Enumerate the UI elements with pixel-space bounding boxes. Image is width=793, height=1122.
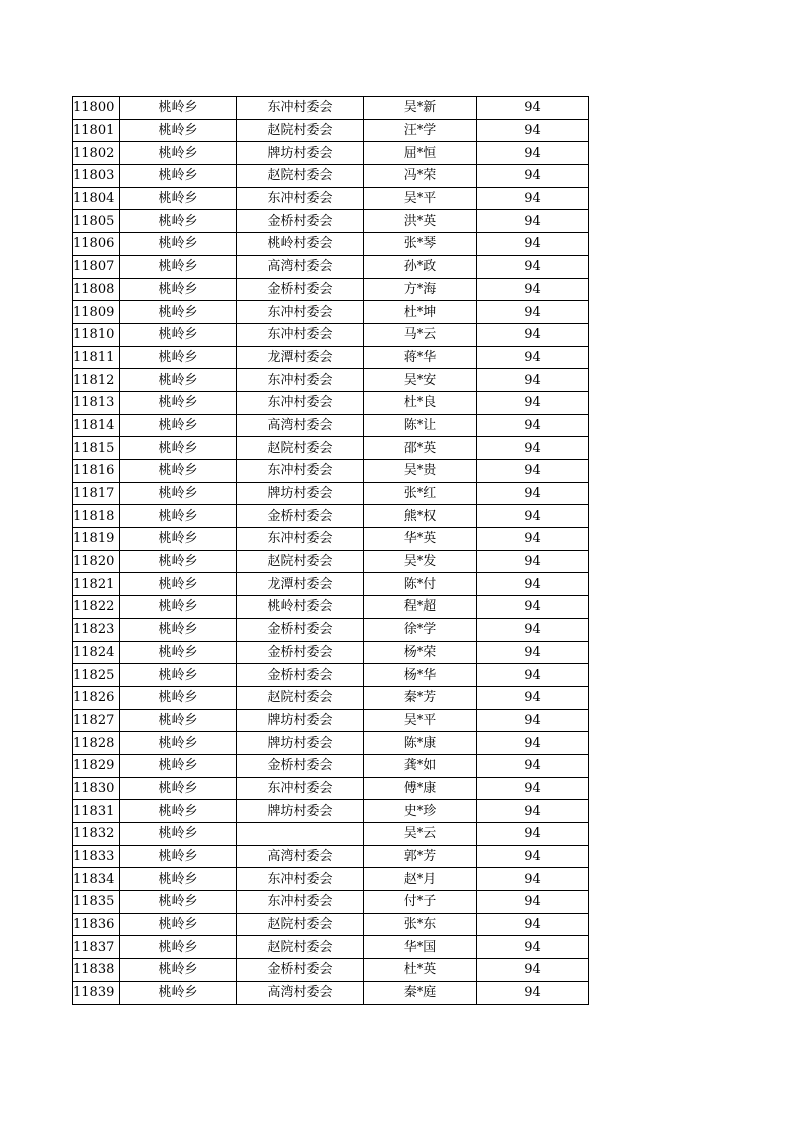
village-committee-cell: 金桥村委会: [237, 618, 364, 641]
village-committee-cell: 牌坊村委会: [237, 482, 364, 505]
value-cell: 94: [477, 732, 589, 755]
record-id-cell: 11831: [73, 800, 120, 823]
value-cell: 94: [477, 596, 589, 619]
township-cell: 桃岭乡: [120, 346, 237, 369]
record-id-cell: 11802: [73, 142, 120, 165]
person-name-cell: 陈*付: [364, 573, 477, 596]
record-id-cell: 11822: [73, 596, 120, 619]
value-cell: 94: [477, 165, 589, 188]
village-committee-cell: 牌坊村委会: [237, 800, 364, 823]
village-committee-cell: 金桥村委会: [237, 641, 364, 664]
records-table-body: [73, 97, 589, 1005]
record-id-cell: 11810: [73, 323, 120, 346]
value-cell: 94: [477, 187, 589, 210]
record-id-cell: 11809: [73, 301, 120, 324]
township-cell: 桃岭乡: [120, 823, 237, 846]
township-cell: 桃岭乡: [120, 301, 237, 324]
table-row: [73, 754, 589, 777]
table-row: [73, 278, 589, 301]
township-cell: 桃岭乡: [120, 97, 237, 120]
table-row: [73, 777, 589, 800]
table-row: [73, 301, 589, 324]
record-id-cell: 11814: [73, 414, 120, 437]
value-cell: 94: [477, 573, 589, 596]
record-id-cell: 11819: [73, 528, 120, 551]
value-cell: 94: [477, 891, 589, 914]
person-name-cell: 程*超: [364, 596, 477, 619]
table-row: [73, 255, 589, 278]
table-row: [73, 550, 589, 573]
township-cell: 桃岭乡: [120, 165, 237, 188]
township-cell: 桃岭乡: [120, 709, 237, 732]
person-name-cell: 吴*发: [364, 550, 477, 573]
value-cell: 94: [477, 641, 589, 664]
table-row: [73, 823, 589, 846]
record-id-cell: 11817: [73, 482, 120, 505]
table-row: [73, 800, 589, 823]
person-name-cell: 马*云: [364, 323, 477, 346]
township-cell: 桃岭乡: [120, 528, 237, 551]
record-id-cell: 11835: [73, 891, 120, 914]
table-row: [73, 460, 589, 483]
person-name-cell: 吴*贵: [364, 460, 477, 483]
township-cell: 桃岭乡: [120, 618, 237, 641]
value-cell: 94: [477, 754, 589, 777]
village-committee-cell: 赵院村委会: [237, 686, 364, 709]
table-row: [73, 596, 589, 619]
township-cell: 桃岭乡: [120, 482, 237, 505]
value-cell: 94: [477, 664, 589, 687]
record-id-cell: 11828: [73, 732, 120, 755]
table-row: [73, 505, 589, 528]
record-id-cell: 11818: [73, 505, 120, 528]
village-committee-cell: 东冲村委会: [237, 391, 364, 414]
record-id-cell: 11801: [73, 119, 120, 142]
record-id-cell: 11806: [73, 233, 120, 256]
township-cell: 桃岭乡: [120, 550, 237, 573]
table-row: [73, 142, 589, 165]
table-row: [73, 346, 589, 369]
village-committee-cell: 高湾村委会: [237, 845, 364, 868]
township-cell: 桃岭乡: [120, 391, 237, 414]
township-cell: 桃岭乡: [120, 913, 237, 936]
township-cell: 桃岭乡: [120, 278, 237, 301]
value-cell: 94: [477, 233, 589, 256]
village-committee-cell: 高湾村委会: [237, 255, 364, 278]
table-row: [73, 732, 589, 755]
table-row: [73, 482, 589, 505]
township-cell: 桃岭乡: [120, 800, 237, 823]
record-id-cell: 11803: [73, 165, 120, 188]
table-row: [73, 210, 589, 233]
village-committee-cell: 桃岭村委会: [237, 596, 364, 619]
value-cell: 94: [477, 301, 589, 324]
record-id-cell: 11811: [73, 346, 120, 369]
township-cell: 桃岭乡: [120, 505, 237, 528]
village-committee-cell: 东冲村委会: [237, 323, 364, 346]
person-name-cell: 杨*华: [364, 664, 477, 687]
record-id-cell: 11816: [73, 460, 120, 483]
township-cell: 桃岭乡: [120, 686, 237, 709]
township-cell: 桃岭乡: [120, 845, 237, 868]
value-cell: 94: [477, 210, 589, 233]
person-name-cell: 吴*云: [364, 823, 477, 846]
township-cell: 桃岭乡: [120, 664, 237, 687]
value-cell: 94: [477, 800, 589, 823]
village-committee-cell: 牌坊村委会: [237, 709, 364, 732]
record-id-cell: 11823: [73, 618, 120, 641]
person-name-cell: 方*海: [364, 278, 477, 301]
township-cell: 桃岭乡: [120, 460, 237, 483]
value-cell: 94: [477, 97, 589, 120]
township-cell: 桃岭乡: [120, 323, 237, 346]
record-id-cell: 11821: [73, 573, 120, 596]
person-name-cell: 傅*康: [364, 777, 477, 800]
village-committee-cell: 金桥村委会: [237, 754, 364, 777]
person-name-cell: 秦*芳: [364, 686, 477, 709]
person-name-cell: 吴*平: [364, 187, 477, 210]
record-id-cell: 11839: [73, 981, 120, 1004]
value-cell: 94: [477, 550, 589, 573]
value-cell: 94: [477, 528, 589, 551]
person-name-cell: 杜*坤: [364, 301, 477, 324]
value-cell: 94: [477, 868, 589, 891]
township-cell: 桃岭乡: [120, 596, 237, 619]
village-committee-cell: 牌坊村委会: [237, 732, 364, 755]
person-name-cell: 陈*康: [364, 732, 477, 755]
value-cell: 94: [477, 981, 589, 1004]
value-cell: 94: [477, 437, 589, 460]
value-cell: 94: [477, 823, 589, 846]
value-cell: 94: [477, 369, 589, 392]
person-name-cell: 吴*平: [364, 709, 477, 732]
table-row: [73, 528, 589, 551]
value-cell: 94: [477, 278, 589, 301]
table-row: [73, 233, 589, 256]
record-id-cell: 11830: [73, 777, 120, 800]
person-name-cell: 付*子: [364, 891, 477, 914]
table-row: [73, 664, 589, 687]
record-id-cell: 11838: [73, 959, 120, 982]
record-id-cell: 11825: [73, 664, 120, 687]
record-id-cell: 11812: [73, 369, 120, 392]
township-cell: 桃岭乡: [120, 732, 237, 755]
value-cell: 94: [477, 505, 589, 528]
value-cell: 94: [477, 777, 589, 800]
person-name-cell: 秦*庭: [364, 981, 477, 1004]
table-row: [73, 618, 589, 641]
table-row: [73, 981, 589, 1004]
person-name-cell: 赵*月: [364, 868, 477, 891]
township-cell: 桃岭乡: [120, 255, 237, 278]
table-row: [73, 709, 589, 732]
person-name-cell: 张*东: [364, 913, 477, 936]
township-cell: 桃岭乡: [120, 573, 237, 596]
person-name-cell: 张*琴: [364, 233, 477, 256]
township-cell: 桃岭乡: [120, 142, 237, 165]
person-name-cell: 孙*政: [364, 255, 477, 278]
village-committee-cell: 高湾村委会: [237, 981, 364, 1004]
person-name-cell: 张*红: [364, 482, 477, 505]
township-cell: 桃岭乡: [120, 233, 237, 256]
village-committee-cell: 东冲村委会: [237, 97, 364, 120]
person-name-cell: 史*珍: [364, 800, 477, 823]
person-name-cell: 陈*让: [364, 414, 477, 437]
person-name-cell: 杜*良: [364, 391, 477, 414]
record-id-cell: 11826: [73, 686, 120, 709]
table-row: [73, 97, 589, 120]
table-row: [73, 323, 589, 346]
table-row: [73, 414, 589, 437]
table-row: [73, 913, 589, 936]
village-committee-cell: 赵院村委会: [237, 165, 364, 188]
person-name-cell: 熊*权: [364, 505, 477, 528]
person-name-cell: 蒋*华: [364, 346, 477, 369]
table-row: [73, 573, 589, 596]
township-cell: 桃岭乡: [120, 369, 237, 392]
value-cell: 94: [477, 323, 589, 346]
village-committee-cell: 金桥村委会: [237, 278, 364, 301]
records-table: [72, 96, 589, 1005]
village-committee-cell: 东冲村委会: [237, 369, 364, 392]
village-committee-cell: 金桥村委会: [237, 505, 364, 528]
village-committee-cell: 龙潭村委会: [237, 573, 364, 596]
value-cell: 94: [477, 618, 589, 641]
table-row: [73, 165, 589, 188]
table-row: [73, 641, 589, 664]
value-cell: 94: [477, 414, 589, 437]
table-row: [73, 686, 589, 709]
record-id-cell: 11829: [73, 754, 120, 777]
village-committee-cell: 金桥村委会: [237, 210, 364, 233]
record-id-cell: 11805: [73, 210, 120, 233]
person-name-cell: 汪*学: [364, 119, 477, 142]
person-name-cell: 屈*恒: [364, 142, 477, 165]
village-committee-cell: 牌坊村委会: [237, 142, 364, 165]
person-name-cell: 杨*荣: [364, 641, 477, 664]
person-name-cell: 徐*学: [364, 618, 477, 641]
township-cell: 桃岭乡: [120, 414, 237, 437]
village-committee-cell: 龙潭村委会: [237, 346, 364, 369]
person-name-cell: 郭*芳: [364, 845, 477, 868]
value-cell: 94: [477, 845, 589, 868]
township-cell: 桃岭乡: [120, 754, 237, 777]
record-id-cell: 11834: [73, 868, 120, 891]
village-committee-cell: 东冲村委会: [237, 777, 364, 800]
record-id-cell: 11808: [73, 278, 120, 301]
township-cell: 桃岭乡: [120, 187, 237, 210]
value-cell: 94: [477, 255, 589, 278]
village-committee-cell: 赵院村委会: [237, 913, 364, 936]
person-name-cell: 华*英: [364, 528, 477, 551]
table-row: [73, 187, 589, 210]
record-id-cell: 11824: [73, 641, 120, 664]
township-cell: 桃岭乡: [120, 868, 237, 891]
record-id-cell: 11827: [73, 709, 120, 732]
value-cell: 94: [477, 346, 589, 369]
value-cell: 94: [477, 142, 589, 165]
person-name-cell: 龚*如: [364, 754, 477, 777]
village-committee-cell: 东冲村委会: [237, 187, 364, 210]
record-id-cell: 11807: [73, 255, 120, 278]
table-row: [73, 936, 589, 959]
village-committee-cell: 东冲村委会: [237, 460, 364, 483]
value-cell: 94: [477, 391, 589, 414]
township-cell: 桃岭乡: [120, 959, 237, 982]
record-id-cell: 11837: [73, 936, 120, 959]
person-name-cell: 冯*荣: [364, 165, 477, 188]
record-id-cell: 11820: [73, 550, 120, 573]
record-id-cell: 11832: [73, 823, 120, 846]
value-cell: 94: [477, 482, 589, 505]
table-row: [73, 868, 589, 891]
village-committee-cell: 东冲村委会: [237, 301, 364, 324]
village-committee-cell: 高湾村委会: [237, 414, 364, 437]
record-id-cell: 11813: [73, 391, 120, 414]
township-cell: 桃岭乡: [120, 437, 237, 460]
table-row: [73, 391, 589, 414]
value-cell: 94: [477, 709, 589, 732]
village-committee-cell: 东冲村委会: [237, 528, 364, 551]
table-row: [73, 369, 589, 392]
township-cell: 桃岭乡: [120, 891, 237, 914]
village-committee-cell: 赵院村委会: [237, 119, 364, 142]
village-committee-cell: 赵院村委会: [237, 550, 364, 573]
person-name-cell: 华*国: [364, 936, 477, 959]
table-row: [73, 845, 589, 868]
village-committee-cell: 桃岭村委会: [237, 233, 364, 256]
person-name-cell: 吴*新: [364, 97, 477, 120]
township-cell: 桃岭乡: [120, 641, 237, 664]
village-committee-cell: 东冲村委会: [237, 868, 364, 891]
village-committee-cell: 金桥村委会: [237, 664, 364, 687]
record-id-cell: 11800: [73, 97, 120, 120]
table-row: [73, 119, 589, 142]
value-cell: 94: [477, 686, 589, 709]
value-cell: 94: [477, 460, 589, 483]
person-name-cell: 邵*英: [364, 437, 477, 460]
value-cell: 94: [477, 119, 589, 142]
township-cell: 桃岭乡: [120, 119, 237, 142]
record-id-cell: 11804: [73, 187, 120, 210]
person-name-cell: 杜*英: [364, 959, 477, 982]
village-committee-cell: 东冲村委会: [237, 891, 364, 914]
person-name-cell: 洪*英: [364, 210, 477, 233]
table-row: [73, 891, 589, 914]
value-cell: 94: [477, 959, 589, 982]
township-cell: 桃岭乡: [120, 936, 237, 959]
record-id-cell: 11815: [73, 437, 120, 460]
value-cell: 94: [477, 913, 589, 936]
record-id-cell: 11833: [73, 845, 120, 868]
person-name-cell: 吴*安: [364, 369, 477, 392]
village-committee-cell: 赵院村委会: [237, 936, 364, 959]
table-row: [73, 959, 589, 982]
value-cell: 94: [477, 936, 589, 959]
township-cell: 桃岭乡: [120, 777, 237, 800]
village-committee-cell: 赵院村委会: [237, 437, 364, 460]
village-committee-cell: [237, 823, 364, 846]
village-committee-cell: 金桥村委会: [237, 959, 364, 982]
township-cell: 桃岭乡: [120, 981, 237, 1004]
record-id-cell: 11836: [73, 913, 120, 936]
township-cell: 桃岭乡: [120, 210, 237, 233]
table-row: [73, 437, 589, 460]
